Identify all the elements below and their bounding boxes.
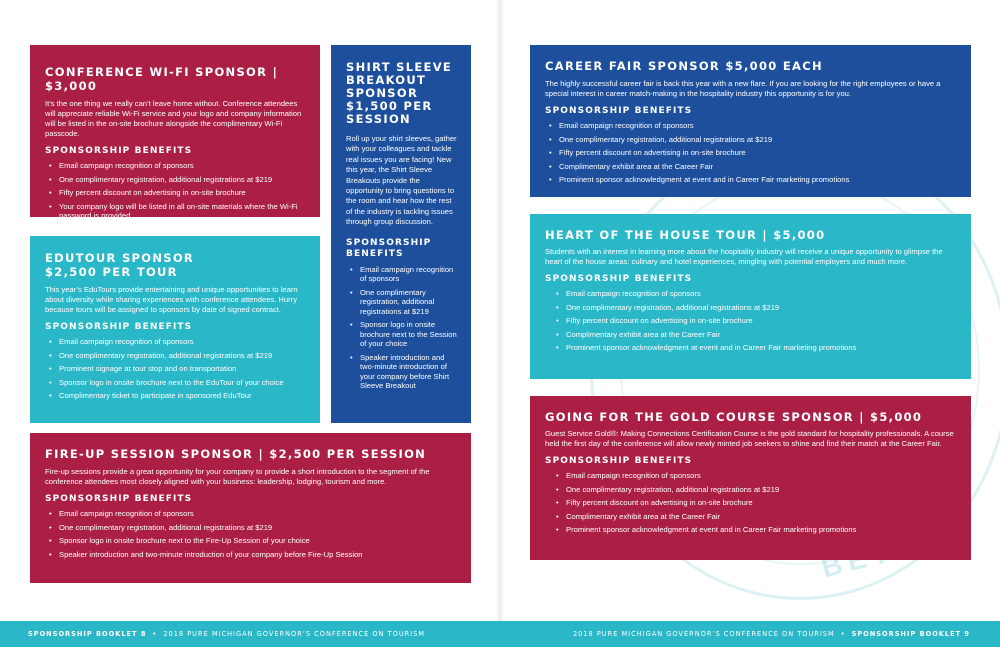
shirt-sleeve-sponsor-title: SHIRT SLEEVE BREAKOUT SPONSOR $1,500 PER SESSION — [346, 60, 453, 126]
edutour-sponsor-box — [30, 236, 320, 423]
list-item: • One complimentary registration, additional registrations at $219 — [45, 175, 306, 185]
career-fair-benefits-list — [545, 121, 957, 185]
footer-conference-left: 2018 PURE MICHIGAN GOVERNOR’S CONFERENCE ON TOURISM — [163, 630, 426, 638]
career-fair-sponsor-title: CAREER FAIR SPONSOR $5,000 EACH — [545, 59, 823, 73]
list-item: • One complimentary registration, additional registrations at $219 — [552, 485, 957, 495]
heart-of-house-benefits-list — [552, 289, 957, 353]
shirt-sleeve-description: Roll up your shirt sleeves, gather with your colleagues and tackle real issues you are facing! New this year, the Shirt Sleeve Breakouts provide the opportunity to bring questions to the room and hear how the rest of the industry is tackling issues through group discussion. — [346, 134, 457, 227]
edutour-benefits-list — [45, 337, 306, 401]
list-item: • Complimentary exhibit area at the Career Fair — [552, 512, 957, 522]
list-item: • Prominent sponsor acknowledgment at event and in Career Fair marketing promotions — [552, 343, 957, 353]
list-item: • Email campaign recognition of sponsors — [545, 121, 957, 131]
gold-course-benefits-heading: SPONSORSHIP BENEFITS — [545, 456, 693, 466]
list-item: • Prominent sponsor acknowledgment at event and in Career Fair marketing promotions — [552, 525, 957, 535]
heart-of-house-sponsor-title: HEART OF THE HOUSE TOUR | $5,000 — [545, 228, 826, 242]
wifi-benefits-heading: SPONSORSHIP BENEFITS — [45, 146, 193, 156]
shirt-sleeve-benefits-list — [346, 265, 459, 391]
list-item: • One complimentary registration, additional registrations at $219 — [45, 523, 457, 533]
list-item: • Email campaign recognition of sponsors — [45, 509, 457, 519]
list-item: • One complimentary registration, additional registrations at $219 — [545, 135, 957, 145]
gold-course-description: Guest Service Gold®: Making Connections Certification Course is the gold standard for hospitality professionals. A course held the first day of the conference will allow newly minted job seekers to shine and find their match at the Career Fair. — [545, 429, 954, 448]
list-item: • Fifty percent discount on advertising in on-site brochure — [552, 498, 957, 508]
list-item: • Complimentary exhibit area at the Career Fair — [545, 162, 957, 172]
gold-course-benefits-list — [552, 471, 957, 535]
list-item: • One complimentary registration, additional registrations at $219 — [45, 351, 306, 361]
fire-up-sponsor-box — [30, 433, 471, 583]
heart-of-house-benefits-heading: SPONSORSHIP BENEFITS — [545, 274, 693, 284]
career-fair-sponsor-box — [530, 45, 971, 197]
list-item: • Complimentary ticket to participate in sponsored EduTour — [45, 391, 306, 401]
list-item: • Prominent signage at tour stop and on transportation — [45, 364, 306, 374]
career-fair-description: The highly successful career fair is back this year with a new flare. If you are looking for the right employees or have a special interest in career match-making in the hospitality industry this opportunity is for you. — [545, 79, 941, 98]
career-fair-benefits-heading: SPONSORSHIP BENEFITS — [545, 106, 693, 116]
fire-up-benefits-heading: SPONSORSHIP BENEFITS — [45, 494, 193, 504]
heart-of-house-sponsor-box — [530, 214, 971, 379]
list-item: • Your company logo will be listed in all on-site materials where the Wi-Fi password is provided — [45, 202, 306, 221]
footer-conference-right: 2018 PURE MICHIGAN GOVERNOR’S CONFERENCE ON TOURISM — [572, 630, 835, 638]
fire-up-benefits-list — [45, 509, 457, 559]
footer-left — [28, 630, 425, 638]
footer-right — [573, 630, 970, 638]
list-item: • Email campaign recognition of sponsors — [346, 265, 459, 284]
list-item: • One complimentary registration, additional registrations at $219 — [346, 288, 459, 317]
edutour-title-line1: EDUTOUR SPONSOR — [45, 251, 195, 265]
gold-course-sponsor-title: GOING FOR THE GOLD COURSE SPONSOR | $5,000 — [545, 410, 923, 424]
list-item: • Email campaign recognition of sponsors — [552, 289, 957, 299]
heart-of-house-description: Students with an interest in learning more about the hospitality industry will receive a unique opportunity to glimpse the heart of the house areas: culinary and hotel experiences, mingling with potential employers and much more. — [545, 247, 943, 266]
footer-separator-right: • — [840, 630, 846, 638]
fire-up-sponsor-title: FIRE-UP SESSION SPONSOR | $2,500 PER SESSION — [45, 447, 427, 461]
shirt-sleeve-benefits-heading: SPONSORSHIP BENEFITS — [346, 237, 432, 259]
list-item: • Complimentary exhibit area at the Career Fair — [552, 330, 957, 340]
list-item: • Speaker introduction and two-minute introduction of your company before Shirt Sleeve Breakout — [346, 353, 459, 391]
list-item: • Speaker introduction and two-minute introduction of your company before Fire-Up Session — [45, 550, 457, 560]
edutour-sponsor-title — [45, 251, 306, 279]
list-item: • Email campaign recognition of sponsors — [45, 161, 306, 171]
list-item: • Email campaign recognition of sponsors — [45, 337, 306, 347]
list-item: • Sponsor logo in onsite brochure next to the Session of your choice — [346, 320, 459, 349]
list-item: • Prominent sponsor acknowledgment at event and in Career Fair marketing promotions — [545, 175, 957, 185]
wifi-sponsor-title: CONFERENCE WI-FI SPONSOR | $3,000 — [45, 65, 279, 93]
list-item: • Sponsor logo in onsite brochure next to the Fire-Up Session of your choice — [45, 536, 457, 546]
shirt-sleeve-sponsor-box — [331, 45, 471, 423]
footer-page-number-right: SPONSORSHIP BOOKLET 9 — [851, 630, 970, 638]
book-spine — [496, 0, 504, 647]
list-item: • Email campaign recognition of sponsors — [552, 471, 957, 481]
gold-course-sponsor-box — [530, 396, 971, 560]
wifi-sponsor-box — [30, 45, 320, 220]
list-item: • Fifty percent discount on advertising in on-site brochure — [552, 316, 957, 326]
fire-up-description: Fire-up sessions provide a great opportunity for your company to provide a short introduction to the segment of the conference attendees most closely aligned with your business: leadership, lodging, tourism and more. — [45, 467, 430, 486]
edutour-description: This year’s EduTours provide entertaining and unique opportunities to learn about diversity while sharing experiences with conference attendees. Hurry because tours will be assigned to sponsors by date of signed contract. — [45, 285, 298, 314]
wifi-benefits-list — [45, 161, 306, 221]
list-item: • Sponsor logo in onsite brochure next to the EduTour of your choice — [45, 378, 306, 388]
edutour-title-line2: $2,500 PER TOUR — [45, 265, 178, 279]
wifi-sponsor-description: It’s the one thing we really can’t leave home without. Conference attendees will appreciate reliable Wi-Fi service and your logo and company information will be listed in the on-site brochure alongside the complimentary Wi-Fi passcode. — [45, 99, 302, 138]
list-item: • One complimentary registration, additional registrations at $219 — [552, 303, 957, 313]
footer-separator-left: • — [152, 630, 158, 638]
list-item: • Fifty percent discount on advertising in on-site brochure — [45, 188, 306, 198]
list-item: • Fifty percent discount on advertising in on-site brochure — [545, 148, 957, 158]
edutour-benefits-heading: SPONSORSHIP BENEFITS — [45, 322, 193, 332]
footer-page-number-left: SPONSORSHIP BOOKLET 8 — [28, 630, 147, 638]
